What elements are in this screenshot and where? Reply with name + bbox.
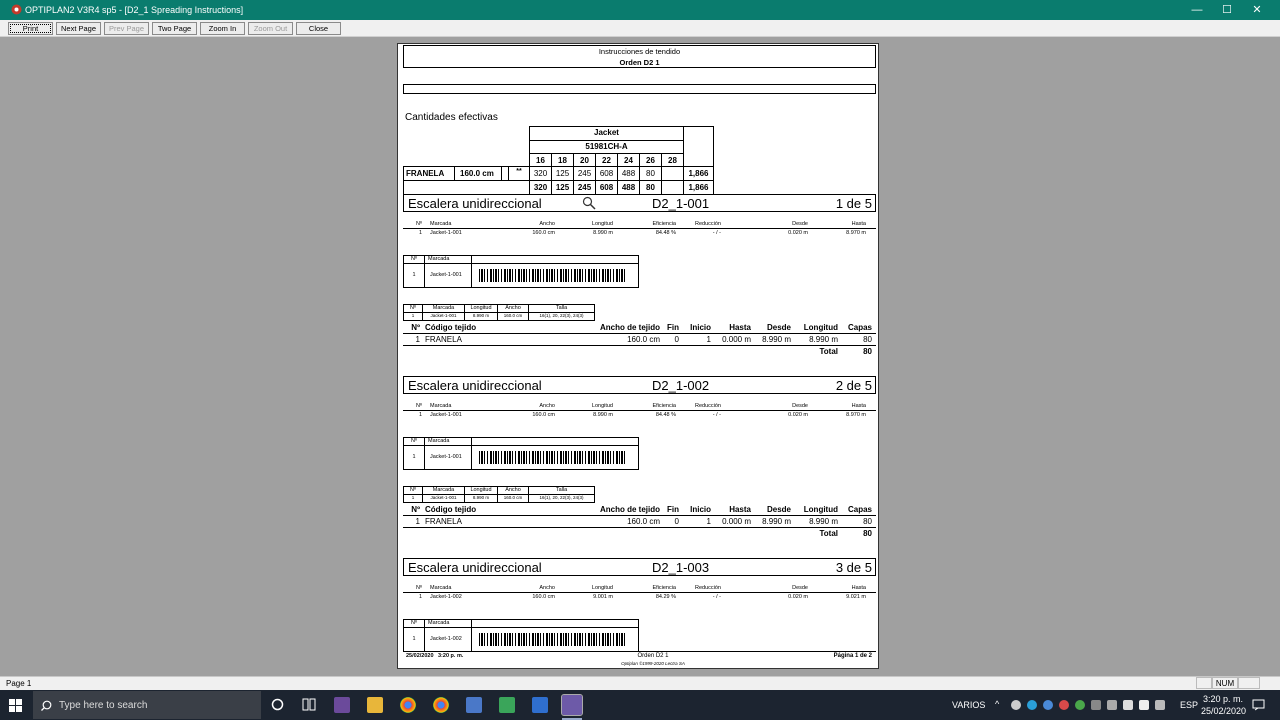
optiplan-taskbar-icon[interactable]: [562, 695, 582, 715]
size-label-cell: [529, 153, 552, 167]
fabric-header: Código tejido: [425, 505, 477, 514]
detail-header: Ancho: [539, 403, 555, 409]
fabric-value: 80: [863, 335, 872, 344]
sum-total-cell: [683, 180, 714, 195]
detail-header: Eficiencia: [652, 221, 676, 227]
fabric-value: 160.0 cm: [627, 517, 660, 526]
fabric-header: Hasta: [729, 505, 751, 514]
detail-header: Ancho: [539, 585, 555, 591]
detail-header: Desde: [792, 585, 808, 591]
size-label: 18: [558, 156, 567, 165]
tray-label[interactable]: VARIOS: [952, 700, 986, 710]
mark-cell: [508, 166, 530, 181]
quantity-value: 488: [621, 169, 636, 178]
fabric-header: Longitud: [803, 505, 838, 514]
total-label: Total: [819, 529, 838, 538]
detail-value: 160.0 cm: [532, 230, 555, 236]
status-bar: [0, 676, 1280, 690]
empty-banner-box: [403, 84, 876, 94]
detail-rule: [403, 592, 876, 593]
section-heading: Escalera unidireccional: [408, 378, 542, 393]
title-bar: [0, 0, 1280, 20]
sum-value-cell: [639, 180, 662, 195]
detail-header: Longitud: [591, 585, 613, 591]
detail-rule: [403, 228, 876, 229]
close-window-button[interactable]: ✕: [1252, 4, 1262, 16]
quantity-value-cell: [573, 166, 596, 181]
detail-value: - / -: [712, 412, 721, 418]
quantity-value-cell: [529, 166, 552, 181]
detail-value: Jacket-1-001: [430, 412, 462, 418]
dropbox-icon[interactable]: [1139, 700, 1149, 710]
size-label-cell: [573, 153, 596, 167]
model-header-cell: [529, 140, 684, 154]
barcode-header: Marcada: [428, 256, 450, 262]
detail-value: 160.0 cm: [532, 412, 555, 418]
detail-value: 0.020 m: [788, 594, 808, 600]
windows-start-icon[interactable]: [9, 699, 22, 712]
section-heading-box: [403, 376, 876, 394]
detail-header: Longitud: [591, 403, 613, 409]
size-label: 24: [624, 156, 633, 165]
size-label: 16: [536, 156, 545, 165]
report-page[interactable]: [397, 43, 879, 669]
fabric-cell: [403, 166, 455, 181]
quantity-value-cell: [639, 166, 662, 181]
fabric-header: Inicio: [690, 505, 711, 514]
section-heading: Escalera unidireccional: [408, 196, 542, 211]
sum-value: 80: [646, 183, 655, 192]
quantity-value-cell: [661, 166, 684, 181]
fabric-value: 0.000 m: [722, 517, 751, 526]
detail-header: Reducción: [695, 585, 721, 591]
section-heading-box: [403, 558, 876, 576]
mini-value: 8.990 m: [472, 313, 490, 318]
fabric-value: FRANELA: [425, 335, 462, 344]
tray-icon-4[interactable]: [1059, 700, 1069, 710]
fabric-header: Desde: [766, 323, 791, 332]
footer-order: Orden D2 1: [637, 653, 669, 659]
mini-header: Ancho: [505, 305, 521, 311]
section-page: 1 de 5: [835, 196, 872, 211]
status-num: NUM: [1212, 677, 1238, 689]
size-label-cell: [551, 153, 574, 167]
mini-header: Longitud: [470, 487, 492, 493]
report-order: Orden D2 1: [619, 58, 660, 67]
volume-icon[interactable]: [1155, 700, 1165, 710]
size-label-cell: [639, 153, 662, 167]
footer-copyright: Optiplan ©1999-2020 Lectra SA: [621, 661, 685, 666]
barcode-header: Marcada: [428, 620, 450, 626]
zoom-out-button[interactable]: Zoom Out: [248, 22, 293, 35]
detail-value: 8.990 m: [593, 230, 613, 236]
taskbar-search-box[interactable]: [33, 691, 261, 719]
mini-value: Jacket-1-001: [430, 313, 457, 318]
chrome-icon-2[interactable]: [433, 697, 449, 713]
file-explorer-icon[interactable]: [367, 697, 383, 713]
detail-header: Ancho: [539, 221, 555, 227]
detail-value: 8.970 m: [846, 230, 866, 236]
notifications-icon[interactable]: [1252, 699, 1265, 711]
section-heading-box: [403, 194, 876, 212]
detail-value: 0.020 m: [788, 230, 808, 236]
minimize-button[interactable]: —: [1191, 4, 1203, 16]
search-placeholder: Type here to search: [59, 700, 148, 711]
window-title: OPTIPLAN2 V3R4 sp5 - [D2_1 Spreading Instructions]: [25, 5, 244, 15]
detail-header: Desde: [792, 221, 808, 227]
sum-value: 125: [555, 183, 570, 192]
total-header-cell: [683, 126, 714, 167]
mini-value: 160.0 cm: [503, 495, 523, 500]
tray-icon-6[interactable]: [1091, 700, 1101, 710]
clock-date[interactable]: 25/02/2020: [1201, 706, 1247, 716]
detail-header: Hasta: [851, 585, 866, 591]
footer-time: 3:20 p. m.: [438, 653, 464, 659]
section-page: 3 de 5: [835, 560, 872, 575]
cortana-icon[interactable]: [271, 698, 284, 711]
detail-header: Longitud: [591, 221, 613, 227]
sum-value-cell: [529, 180, 552, 195]
total-value: 80: [863, 347, 872, 356]
mini-value: 1: [411, 495, 415, 500]
search-icon: [41, 700, 52, 711]
detail-value: 84.29 %: [655, 594, 676, 600]
fabric-value: 0: [674, 335, 679, 344]
detail-value: 1: [418, 594, 422, 600]
taskbar: [0, 690, 1280, 720]
sum-label-cell: [403, 180, 530, 195]
quantity-value: 125: [555, 169, 570, 178]
status-cell-empty: [1196, 677, 1212, 689]
fabric-value: 0.000 m: [722, 335, 751, 344]
section-code: D2_1-001: [652, 196, 710, 211]
network-icon[interactable]: [1123, 700, 1133, 710]
close-button[interactable]: Close: [296, 22, 341, 35]
mini-header: Marcada: [432, 487, 455, 493]
detail-value: 1: [418, 230, 422, 236]
sum-value: 608: [599, 183, 614, 192]
mini-header: Nº: [410, 487, 416, 493]
section-heading: Escalera unidireccional: [408, 560, 542, 575]
barcode-value: Jacket-1-002: [430, 636, 462, 642]
fabric-value: FRANELA: [425, 517, 462, 526]
barcode-value: 1: [412, 454, 416, 460]
task-view-icon[interactable]: [302, 698, 316, 711]
footer-rule: [403, 651, 876, 652]
size-label: 22: [602, 156, 611, 165]
fabric-value: 8.990 m: [809, 335, 838, 344]
detail-value: Jacket-1-002: [430, 594, 462, 600]
detail-header: Desde: [792, 403, 808, 409]
report-header-box: [403, 45, 876, 68]
style-name: Jacket: [594, 128, 619, 137]
row-total-cell: [683, 166, 714, 181]
fabric-header: Hasta: [729, 323, 751, 332]
sum-value-cell: [573, 180, 596, 195]
barcode-header: Nº: [411, 620, 417, 626]
detail-header: Eficiencia: [652, 403, 676, 409]
detail-header: Nº: [416, 221, 422, 227]
size-label: 26: [646, 156, 655, 165]
fabric-width: 160.0 cm: [460, 169, 494, 178]
row-total: 1,866: [688, 169, 709, 178]
barcode-header: Marcada: [428, 438, 450, 444]
detail-value: - / -: [712, 230, 721, 236]
detail-value: 8.990 m: [593, 412, 613, 418]
fabric-header: Desde: [766, 505, 791, 514]
size-label: 20: [580, 156, 589, 165]
detail-value: 84.48 %: [655, 230, 676, 236]
fabric-header: Capas: [847, 323, 872, 332]
detail-header: Nº: [416, 403, 422, 409]
barcode-image: [479, 451, 627, 464]
fabric-header: Nº: [411, 505, 420, 514]
mini-value: 1: [411, 313, 415, 318]
fabric-value: 160.0 cm: [627, 335, 660, 344]
detail-value: 8.970 m: [846, 412, 866, 418]
fabric-value: 1: [415, 517, 420, 526]
barcode-image: [479, 633, 627, 646]
two-page-button[interactable]: Two Page: [152, 22, 197, 35]
quantity-value: 320: [533, 169, 548, 178]
preview-toolbar: [0, 20, 1280, 37]
barcode-value: Jacket-1-001: [430, 454, 462, 460]
fabric-header: Ancho de tejido: [600, 323, 660, 332]
tray-icon-2[interactable]: [1027, 700, 1037, 710]
mini-header: Marcada: [432, 305, 455, 311]
sum-value-cell: [661, 180, 684, 195]
quantity-value: 245: [577, 169, 592, 178]
status-cell-empty-2: [1238, 677, 1260, 689]
detail-value: 84.48 %: [655, 412, 676, 418]
detail-header: Eficiencia: [652, 585, 676, 591]
prev-page-button[interactable]: Prev Page: [104, 22, 149, 35]
fabric-value: 8.990 m: [762, 335, 791, 344]
print-button[interactable]: Print: [8, 22, 53, 35]
sum-total: 1,866: [688, 183, 709, 192]
section-code: D2_1-002: [652, 378, 710, 393]
sum-value: 245: [577, 183, 592, 192]
qty-heading: Cantidades efectivas: [405, 112, 498, 123]
width-cell: [454, 166, 502, 181]
zoom-in-button[interactable]: Zoom In: [200, 22, 245, 35]
barcode-value: Jacket-1-001: [430, 272, 462, 278]
mini-value: 160.0 cm: [503, 313, 523, 318]
fabric-header: Nº: [411, 323, 420, 332]
status-page: Page 1: [6, 679, 32, 688]
detail-header: Reducción: [695, 403, 721, 409]
footer-date: 25/02/2020: [406, 653, 434, 659]
tray-icon-5[interactable]: [1075, 700, 1085, 710]
mini-header: Talla: [555, 487, 568, 493]
detail-header: Nº: [416, 585, 422, 591]
chrome-icon[interactable]: [400, 697, 416, 713]
report-title: Instrucciones de tendido: [598, 47, 681, 56]
fabric-header: Fin: [667, 323, 679, 332]
section-code: D2_1-003: [652, 560, 710, 575]
fabric-name: FRANELA: [406, 169, 445, 178]
fabric-value: 1: [706, 335, 711, 344]
fabric-value: 1: [415, 335, 420, 344]
fabric-value: 1: [706, 517, 711, 526]
size-label-cell: [661, 153, 684, 167]
detail-header: Marcada: [430, 221, 452, 227]
detail-header: Marcada: [430, 403, 452, 409]
battery-icon[interactable]: [1107, 700, 1117, 710]
model-name: 51981CH-A: [585, 142, 628, 151]
section-page: 2 de 5: [835, 378, 872, 393]
detail-value: 160.0 cm: [532, 594, 555, 600]
fabric-header: Inicio: [690, 323, 711, 332]
mini-header: Ancho: [505, 487, 521, 493]
mini-header: Nº: [410, 305, 416, 311]
mini-value: 16(1), 20, 22(3), 24(3): [539, 313, 584, 318]
fabric-header: Longitud: [803, 323, 838, 332]
detail-header: Hasta: [851, 221, 866, 227]
fabric-rule: [403, 333, 876, 334]
tray-icon-1[interactable]: [1011, 700, 1021, 710]
sum-value-cell: [617, 180, 640, 195]
app-taskbar-icon-2[interactable]: [466, 697, 482, 713]
detail-header: Marcada: [430, 585, 452, 591]
fabric-value: 0: [674, 517, 679, 526]
fabric-rule-2: [403, 527, 876, 528]
detail-value: 1: [418, 412, 422, 418]
size-label-cell: [617, 153, 640, 167]
fabric-value: 8.990 m: [809, 517, 838, 526]
quantity-value-cell: [617, 166, 640, 181]
sum-value-cell: [595, 180, 618, 195]
footer-page: Página 1 de 2: [833, 653, 872, 659]
fabric-header: Fin: [667, 505, 679, 514]
maximize-button[interactable]: ☐: [1222, 4, 1232, 16]
mini-value: 16(1), 20, 22(3), 24(3): [539, 495, 584, 500]
mini-header: Talla: [555, 305, 568, 311]
detail-header: Hasta: [851, 403, 866, 409]
tray-icon-3[interactable]: [1043, 700, 1053, 710]
quantity-value: 80: [646, 169, 655, 178]
quantity-value: 608: [599, 169, 614, 178]
total-label: Total: [819, 347, 838, 356]
fabric-value: 8.990 m: [762, 517, 791, 526]
detail-value: Jacket-1-001: [430, 230, 462, 236]
fabric-header: Ancho de tejido: [600, 505, 660, 514]
fabric-rule-2: [403, 345, 876, 346]
fabric-header: Capas: [847, 505, 872, 514]
app-taskbar-icon-1[interactable]: [334, 697, 350, 713]
size-label: 28: [668, 156, 677, 165]
quantity-value-cell: [595, 166, 618, 181]
fabric-value: 80: [863, 517, 872, 526]
next-page-button[interactable]: Next Page: [56, 22, 101, 35]
barcode-header: Nº: [411, 256, 417, 262]
detail-value: - / -: [712, 594, 721, 600]
sum-value-cell: [551, 180, 574, 195]
mini-header: Longitud: [470, 305, 492, 311]
fabric-header: Código tejido: [425, 323, 477, 332]
total-value: 80: [863, 529, 872, 538]
app-icon: [11, 4, 22, 15]
fabric-rule: [403, 515, 876, 516]
barcode-image: [479, 269, 627, 282]
detail-rule: [403, 410, 876, 411]
row-mark: **: [516, 168, 522, 175]
detail-header: Reducción: [695, 221, 721, 227]
detail-value: 9.021 m: [846, 594, 866, 600]
detail-value: 0.020 m: [788, 412, 808, 418]
tray-chevron-icon[interactable]: ^: [995, 699, 1000, 709]
barcode-value: 1: [412, 272, 416, 278]
language-indicator[interactable]: ESP: [1180, 700, 1199, 710]
sum-value: 488: [621, 183, 636, 192]
calculator-icon[interactable]: [532, 697, 548, 713]
clock-time[interactable]: 3:20 p. m.: [1203, 694, 1244, 704]
sum-value: 320: [533, 183, 548, 192]
size-label-cell: [595, 153, 618, 167]
detail-value: 9.001 m: [593, 594, 613, 600]
app-taskbar-icon-3[interactable]: [499, 697, 515, 713]
barcode-header: Nº: [411, 438, 417, 444]
quantity-value-cell: [551, 166, 574, 181]
barcode-value: 1: [412, 636, 416, 642]
style-header-cell: [529, 126, 684, 141]
mini-value: Jacket-1-001: [430, 495, 457, 500]
mini-value: 8.990 m: [472, 495, 490, 500]
